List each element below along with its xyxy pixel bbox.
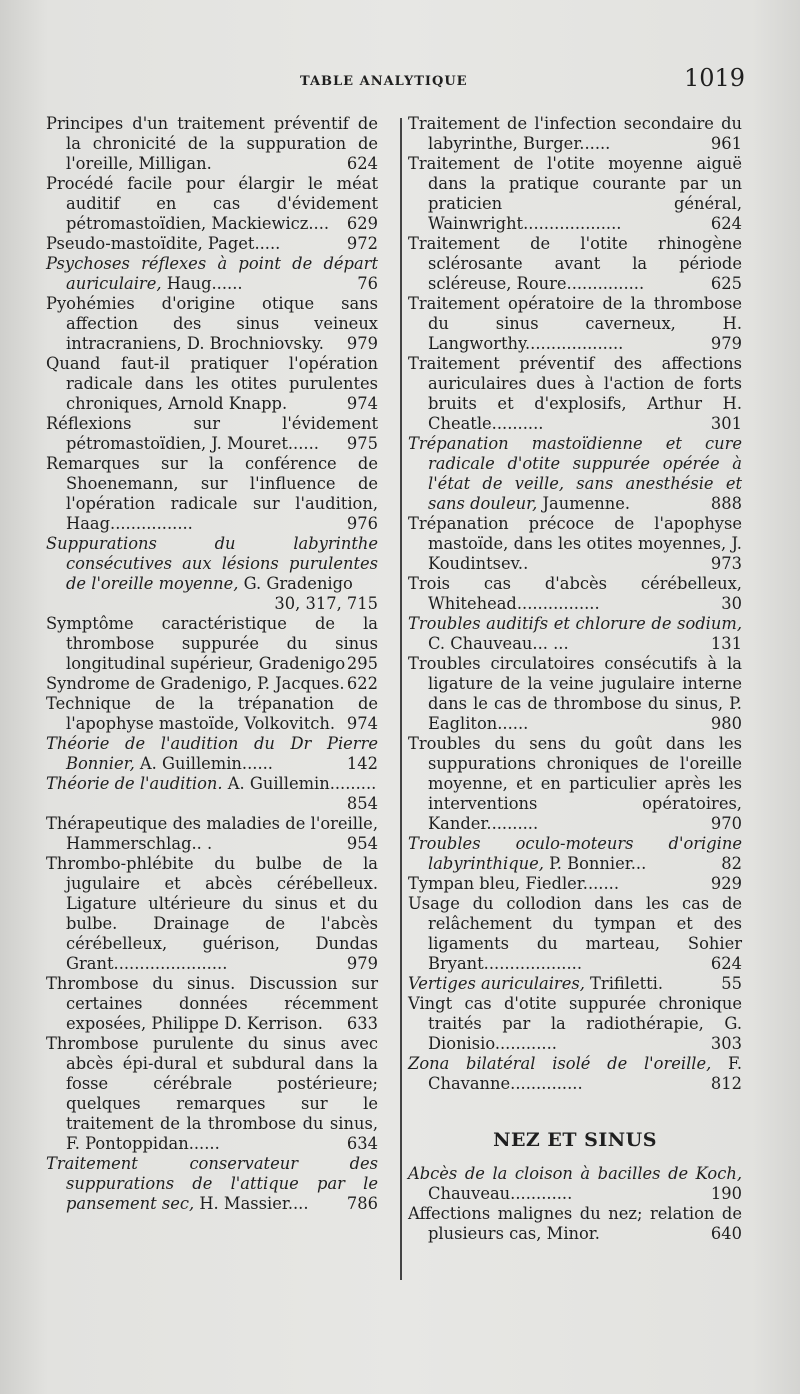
entry-page-ref: 640: [710, 1224, 742, 1243]
index-entry: [408, 834, 742, 874]
running-header: TABLE ANALYTIQUE: [300, 74, 468, 89]
entry-text: Technique de la trépanation de l'apophyse mastoïde, Volkovitch.: [46, 694, 378, 733]
entry-text: Troubles du sens du goût dans les suppurations chroniques de l'oreille moyenne, et en particulier après les interventions opératoires, Kander..........: [408, 734, 742, 833]
entry-page-ref: 973: [710, 554, 742, 573]
entry-text: Haug......: [161, 274, 243, 293]
entry-text: Trois cas d'abcès cérébelleux, Whitehead................: [408, 574, 742, 613]
index-entry: [46, 734, 378, 774]
index-entry: [408, 734, 742, 834]
entry-text: Traitement de l'otite moyenne aiguë dans la pratique courante par un praticien général, Wainwright...................: [408, 154, 742, 233]
entry-text: Trifiletti.: [584, 974, 664, 993]
index-entry: [46, 774, 378, 814]
entry-text: Vingt cas d'otite suppurée chronique traités par la radiothérapie, G. Dionisio............: [408, 994, 742, 1053]
index-entry: [46, 454, 378, 534]
entry-page-ref: 974: [346, 394, 378, 413]
entry-text: Trépanation précoce de l'apophyse mastoïde, dans les otites moyennes, J. Koudintsev..: [408, 514, 742, 573]
entry-page-ref: 624: [346, 154, 378, 173]
entry-page-ref: 929: [710, 874, 742, 893]
entry-page-ref: 888: [710, 494, 742, 513]
entry-title-italic: Suppurations du labyrinthe consécutives aux lésions purulentes de l'oreille moyenne,: [46, 534, 378, 593]
index-entry: [408, 574, 742, 614]
entry-page-ref: 629: [346, 214, 378, 233]
section-heading: NEZ ET SINUS: [493, 1129, 657, 1151]
index-entry: [408, 894, 742, 974]
entry-page-ref: 812: [710, 1074, 742, 1093]
index-entry: [408, 994, 742, 1054]
entry-text: Thrombo-phlébite du bulbe de la jugulaire et abcès cérébelleux. Ligature ultérieure du sinus et du bulbe. Drainage de l'abcès cérébelleux, guérison, Dundas Grant......................: [46, 854, 378, 973]
entry-title-italic: Traitement conservateur des suppurations de l'attique par le pansement sec,: [46, 1154, 378, 1213]
entry-page-ref: 190: [710, 1184, 742, 1203]
entry-page-ref: 30, 317, 715: [274, 594, 378, 613]
entry-page-ref: 979: [710, 334, 742, 353]
entry-text: Affections malignes du nez; relation de plusieurs cas, Minor.: [408, 1204, 742, 1243]
index-entry: [408, 434, 742, 514]
entry-page-ref: 976: [346, 514, 378, 533]
entry-text: Traitement de l'infection secondaire du labyrinthe, Burger......: [408, 114, 742, 153]
column-divider: [400, 118, 402, 1280]
index-entry: [46, 694, 378, 734]
entry-text: Pyohémies d'origine otique sans affection des sinus veineux intracraniens, D. Brochniovsky.: [46, 294, 378, 353]
entry-title-italic: Théorie de l'audition.: [46, 774, 223, 793]
entry-text: Principes d'un traitement préventif de la chronicité de la suppuration de l'oreille, Milligan.: [46, 114, 378, 173]
page-number: 1019: [684, 64, 746, 92]
entry-text: Réflexions sur l'évidement pétromastoïdien, J. Mouret......: [46, 414, 378, 453]
entry-page-ref: 142: [346, 754, 378, 773]
entry-text: G. Gradenigo: [238, 574, 353, 593]
entry-page-ref: 295: [346, 654, 378, 673]
index-entry: [408, 1054, 742, 1094]
index-entry: [46, 854, 378, 974]
entry-text: P. Bonnier...: [543, 854, 647, 873]
entry-page-ref: 624: [710, 214, 742, 233]
index-column-left: [46, 114, 378, 1214]
index-entry: [408, 874, 742, 894]
index-entry: [46, 614, 378, 674]
index-entry: [46, 1034, 378, 1154]
entry-page-ref: 82: [721, 854, 742, 873]
entry-page-ref: 303: [710, 1034, 742, 1053]
index-entry: [408, 234, 742, 294]
entry-page-ref: 786: [346, 1194, 378, 1213]
entry-page-ref: 624: [710, 954, 742, 973]
entry-title-italic: Troubles auditifs et chlorure de sodium,: [408, 614, 742, 633]
entry-text: Quand faut-il pratiquer l'opération radicale dans les otites purulentes chroniques, Arnold Knapp.: [46, 354, 378, 413]
entry-text: Thrombose du sinus. Discussion sur certaines données récemment exposées, Philippe D. Kerrison.: [46, 974, 378, 1033]
entry-text: Chauveau............: [428, 1184, 573, 1203]
entry-text: Traitement opératoire de la thrombose du sinus caverneux, H. Langworthy...................: [408, 294, 742, 353]
index-entry: [408, 294, 742, 354]
index-entry: [46, 974, 378, 1034]
entry-text: Traitement préventif des affections auriculaires dues à l'action de forts bruits et d'explosifs, Arthur H. Cheatle..........: [408, 354, 742, 433]
entry-page-ref: 30: [721, 594, 742, 613]
entry-page-ref: 625: [710, 274, 742, 293]
entry-text: Usage du collodion dans les cas de relâchement du tympan et des ligaments du marteau, Sohier Bryant...................: [408, 894, 742, 973]
index-entry: [46, 254, 378, 294]
entry-title-italic: Psychoses réflexes à point de départ auriculaire,: [46, 254, 378, 293]
entry-title-italic: Théorie de l'audition du Dr Pierre Bonnier,: [46, 734, 378, 773]
entry-text: Jaumenne.: [537, 494, 631, 513]
entry-text: C. Chauveau... ...: [428, 634, 569, 653]
entry-page-ref: 854: [346, 794, 378, 813]
entry-title-italic: Vertiges auriculaires,: [408, 974, 585, 993]
index-entry: [46, 1154, 378, 1214]
index-entry: [46, 354, 378, 414]
index-entry: [408, 514, 742, 574]
entry-page-ref: 301: [710, 414, 742, 433]
index-entry: [408, 154, 742, 234]
index-entry: [46, 294, 378, 354]
entry-title-italic: Zona bilatéral isolé de l'oreille,: [408, 1054, 712, 1073]
entry-page-ref: 970: [710, 814, 742, 833]
entry-page-ref: 972: [346, 234, 378, 253]
entry-text: Tympan bleu, Fiedler.......: [408, 874, 620, 893]
index-entry: [408, 114, 742, 154]
entry-text: Syndrome de Gradenigo, P. Jacques.: [46, 674, 345, 693]
entry-page-ref: 975: [346, 434, 378, 453]
entry-text: A. Guillemin......: [134, 754, 273, 773]
entry-text: Traitement de l'otite rhinogène sclérosante avant la période scléreuse, Roure...............: [408, 234, 742, 293]
entry-page-ref: 974: [346, 714, 378, 733]
section-entries: [408, 1164, 742, 1244]
entry-page-ref: 622: [346, 674, 378, 693]
entry-text: Procédé facile pour élargir le méat auditif en cas d'évidement pétromastoïdien, Mackiewicz....: [46, 174, 378, 233]
index-entry: [46, 674, 378, 694]
entry-page-ref: 954: [346, 834, 378, 853]
entry-page-ref: 979: [346, 334, 378, 353]
index-entry: [46, 814, 378, 854]
index-entry: [46, 234, 378, 254]
entry-title-italic: Trépanation mastoïdienne et cure radicale d'otite suppurée opérée à l'état de veille, sans anesthésie et sans douleur,: [408, 434, 742, 513]
right-entries: [408, 114, 742, 1094]
index-entry: [408, 654, 742, 734]
index-entry: [408, 1204, 742, 1244]
index-entry: [46, 414, 378, 454]
index-entry: [46, 534, 378, 614]
index-entry: [408, 614, 742, 654]
entry-text: Troubles circulatoires consécutifs à la ligature de la veine jugulaire interne dans le cas de thrombose du sinus, P. Eagliton......: [408, 654, 742, 733]
entry-text: H. Massier....: [194, 1194, 309, 1213]
entry-page-ref: 55: [721, 974, 742, 993]
entry-page-ref: 633: [346, 1014, 378, 1033]
index-entry: [408, 354, 742, 434]
entry-title-italic: Troubles oculo-moteurs d'origine labyrinthique,: [408, 834, 742, 873]
index-entry: [46, 114, 378, 174]
entry-page-ref: 131: [710, 634, 742, 653]
entry-text: Thrombose purulente du sinus avec abcès épi-dural et subdural dans la fosse cérébrale postérieure; quelques remarques sur le traitement de la thrombose du sinus, F. Pontoppidan......: [46, 1034, 378, 1153]
entry-page-ref: 961: [710, 134, 742, 153]
entry-text: F. Chavanne..............: [428, 1054, 742, 1093]
entry-page-ref: 980: [710, 714, 742, 733]
entry-text: Pseudo-mastoïdite, Paget.....: [46, 234, 281, 253]
entry-text: Symptôme caractéristique de la thrombose suppurée du sinus longitudinal supérieur, Gradenigo: [46, 614, 378, 673]
index-entry: [46, 174, 378, 234]
index-entry: [408, 974, 742, 994]
entry-page-ref: 76: [357, 274, 378, 293]
entry-text: Thérapeutique des maladies de l'oreille, Hammerschlag.. .: [46, 814, 378, 853]
index-entry: [408, 1164, 742, 1204]
entry-title-italic: Abcès de la cloison à bacilles de Koch,: [408, 1164, 742, 1183]
index-column-right: [408, 114, 742, 1244]
entry-text: A. Guillemin.........: [222, 774, 377, 793]
entry-text: Remarques sur la conférence de Shoenemann, sur l'influence de l'opération radicale sur l'audition, Haag................: [46, 454, 378, 533]
entry-page-ref: 979: [346, 954, 378, 973]
entry-page-ref: 634: [346, 1134, 378, 1153]
